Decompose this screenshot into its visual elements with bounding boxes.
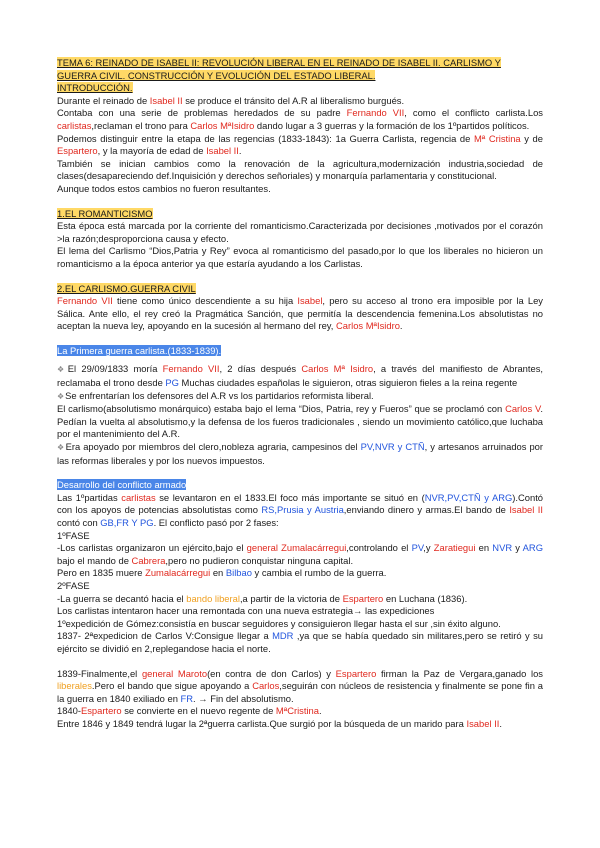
section-heading-carlismo: 2.EL CARLISMO.GUERRA CIVIL bbox=[57, 282, 196, 294]
intro-heading: INTRODUCCIÓN. bbox=[57, 82, 133, 94]
fase-2-paragraph-c: 1ºexpedición de Gómez:consistía en buscar seguidores y consiguieron llegar hasta el sur ,sin éxito alguno. bbox=[57, 617, 501, 629]
bullet-icon: ❖ bbox=[57, 443, 65, 453]
desarrollo-paragraph-1: Las 1ºpartidas carlistas se levantaron en el 1833.El foco más importante se situó en (NVR,PV,CTÑ y ARG).Contó con los apoyos de potencias absolutistas como RS,Prusia y Austria,enviando dinero y armas.El bando de Isabel II contó con GB,FR Y PG. El conflicto pasó por 2 fases: bbox=[57, 491, 544, 528]
romanticismo-paragraph-1: Esta época está marcada por la corriente del romanticismo.Caracterizada por decisiones ,motivados por el corazón >la razón;desproporciona causa y efecto. bbox=[57, 220, 543, 244]
primera-bullet-4: ❖Era apoyado por miembros del clero,nobleza agraria, campesinos del PV,NVR y CTÑ, y artesanos arruinados por las reformas liberales y por los nuevos impuestos. bbox=[57, 441, 543, 466]
carlismo-paragraph-1: Fernando VII tiene como único descendiente a su hija Isabel, pero su acceso al trono era imposible por la Ley Sálica. Ante ello, el rey creó la Pragmática Sanción, que permitía la descendencia femenina.Los absolutistas no aceptan la nueva ley, apoyando en la sucesión al hermano del rey, Carlos MªIsidro. bbox=[57, 295, 543, 332]
final-paragraph-b: 1840-Espartero se convierte en el nuevo regente de MªCristina. bbox=[57, 705, 322, 717]
intro-paragraph-1: Durante el reinado de Isabel II se produce el tránsito del A.R al liberalismo burgués. bbox=[57, 94, 405, 106]
primera-bullet-2: ❖Se enfrentarían los defensores del A.R vs los partidarios reformista liberal. bbox=[57, 389, 374, 401]
romanticismo-paragraph-2: El lema del Carlismo “Dios,Patria y Rey” evoca al romanticismo del pasado,por lo que los liberales no hicieron un romanticismo a la época anterior ya que estaría ayudando a los Carlistas. bbox=[57, 245, 543, 269]
fase-1-label: 1ºFASE bbox=[57, 529, 90, 541]
title-line-1: TEMA 6: REINADO DE ISABEL II: REVOLUCIÓN LIBERAL EN EL REINADO DE ISABEL II. CARLISMO Y bbox=[57, 57, 501, 68]
final-paragraph-a: 1839-Finalmente,el general Maroto(en contra de don Carlos) y Espartero firman la Paz de Vergara,ganado los liberales.Pero el bando que sigue apoyando a Carlos,seguirán con núcleos de resistencia y finalmente se pone fin a la guerra en 1840 exiliado en FR. → Fin del absolutismo. bbox=[57, 667, 543, 704]
document-content bbox=[57, 57, 543, 731]
bullet-icon: ❖ bbox=[57, 391, 65, 401]
section-heading-desarrollo: Desarrollo del conflicto armado bbox=[57, 479, 187, 491]
title-line-2: GUERRA CIVIL. CONSTRUCCIÓN Y EVOLUCIÓN DEL ESTADO LIBERAL. bbox=[57, 69, 376, 81]
section-heading-romanticismo: 1.EL ROMANTICISMO bbox=[57, 207, 153, 219]
fase-2-paragraph-a: -La guerra se decantó hacia el bando liberal,a partir de la victoria de Espartero en Luchana (1836). bbox=[57, 592, 468, 604]
intro-paragraph-3: Podemos distinguir entre la etapa de las regencias (1833-1843): 1a Guerra Carlista, regencia de Mª Cristina y de Espartero, y la mayoría de edad de Isabel II. bbox=[57, 132, 543, 157]
fase-1-paragraph-a: -Los carlistas organizaron un ejército,bajo el general Zumalacárregui,controlando el PV,y Zaratiegui en NVR y ARG bajo el mando de Cabrera,pero no pudieron conquistar ninguna capital. bbox=[57, 542, 543, 566]
primera-bullet-1: ❖El 29/09/1833 moría Fernando VII, 2 días después Carlos Mª Isidro, a través del manifiesto de Abrantes, reclamaba el trono desde PG Muchas ciudades españolas le siguieron, otras siguieron fieles a la reina regente bbox=[57, 363, 543, 389]
intro-paragraph-4: También se inician cambios como la renovación de la agricultura,modernización industria,sociedad de clases(desapareciendo def.Inquisición y derechos señoriales) y monarquía parlamentaria y constitucional. bbox=[57, 157, 543, 182]
intro-paragraph-5: Aunque todos estos cambios no fueron resultantes. bbox=[57, 182, 271, 194]
fase-1-paragraph-b: Pero en 1835 muere Zumalacárregui en Bilbao y cambia el rumbo de la guerra. bbox=[57, 567, 387, 579]
fase-2-paragraph-d: 1837- 2ªexpedicion de Carlos V:Consigue llegar a MDR ,ya que se había quedado sin militares,pero se retiró y su ejército se dividió en 2,replegandose hacia el norte. bbox=[57, 630, 543, 654]
bullet-icon: ❖ bbox=[57, 365, 67, 375]
fase-2-paragraph-b: Los carlistas intentaron hacer una remontada con una nueva estrategia→ las expediciones bbox=[57, 605, 435, 617]
doc-title bbox=[57, 57, 543, 95]
final-paragraph-c: Entre 1846 y 1849 tendrá lugar la 2ªguerra carlista.Que surgió por la búsqueda de un marido para Isabel II. bbox=[57, 717, 502, 729]
section-heading-primera-guerra: La Primera guerra carlista.(1833-1839). bbox=[57, 344, 222, 356]
intro-paragraph-2: Contaba con una serie de problemas heredados de su padre Fernando VII, como el conflicto carlista.Los carlistas,reclaman el trono para Carlos MªIsidro dando lugar a 3 guerras y la formación de los 1ºpartidos políticos. bbox=[57, 107, 543, 131]
fase-2-label: 2ºFASE bbox=[57, 579, 90, 591]
primera-paragraph-3: El carlismo(absolutismo monárquico) estaba bajo el lema “Dios, Patria, rey y Fueros” que se proclamó con Carlos V. Pedían la vuelta al absolutismo,y la defensa de los fueros tradicionales , siendo un movimiento católico,que luchaba por el mantenimiento del A.R. bbox=[57, 403, 543, 440]
